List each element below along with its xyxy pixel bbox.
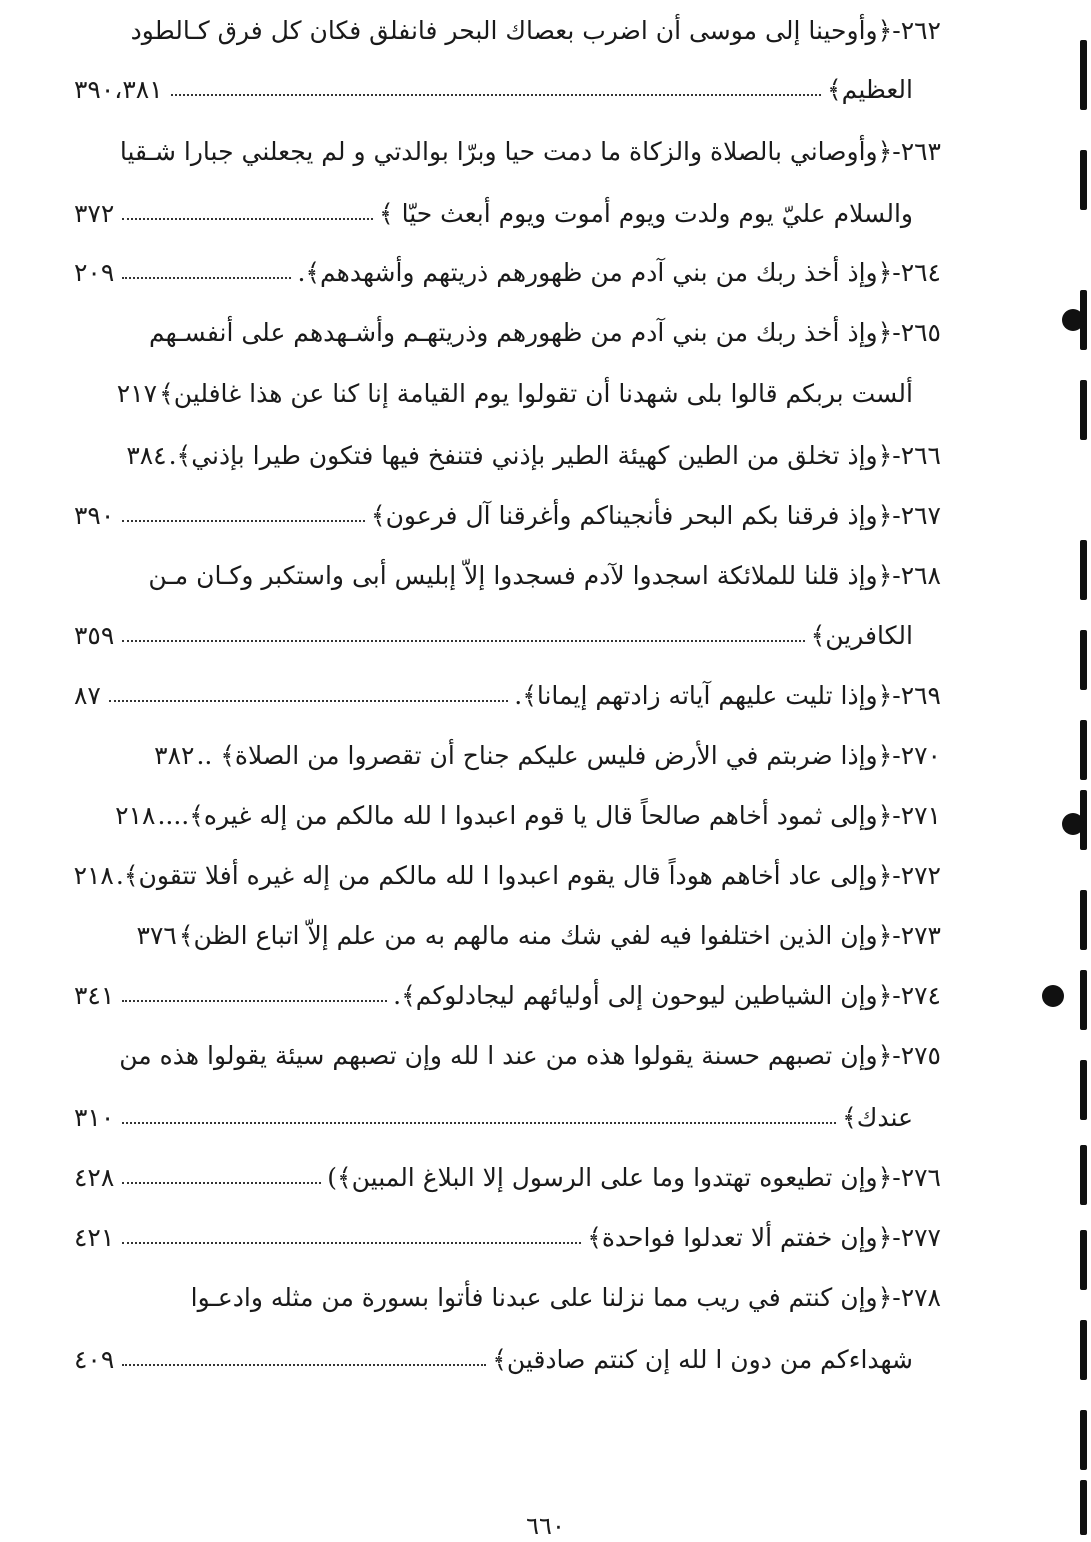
entry-page-ref: ٣٥٩ bbox=[74, 621, 115, 650]
scan-edge-bar bbox=[1080, 40, 1087, 110]
scan-edge-bar bbox=[1080, 720, 1087, 780]
entry-page-ref: ٣٨٤ bbox=[126, 441, 167, 470]
entry-text: شهداءكم من دون ا لله إن كنتم صادقين﴾ bbox=[492, 1345, 913, 1374]
entry-text: ٢٦٣-﴿وأوصاني بالصلاة والزكاة ما دمت حيا وبرّا بوالدتي و لم يجعلني جبارا شـقيا bbox=[119, 137, 941, 166]
entry-text: ٢٧٤-﴿وإن الشياطين ليوحون إلى أوليائهم ليجادلوكم﴾. bbox=[393, 981, 941, 1010]
index-entry-270 bbox=[74, 728, 941, 784]
dot-leader bbox=[122, 1182, 321, 1184]
entry-page-ref: ٢٠٩ bbox=[74, 258, 115, 287]
index-entry-273 bbox=[74, 908, 941, 964]
index-entry-269 bbox=[74, 668, 941, 724]
entry-text: ٢٦٥-﴿وإذ أخذ ربك من بني آدم من ظهورهم وذريتهـم وأشـهدهم على أنفسـهم bbox=[149, 318, 941, 347]
entry-page-ref: ٤٠٩ bbox=[74, 1345, 115, 1374]
entry-text: ٢٦٨-﴿وإذ قلنا للملائكة اسجدوا لآدم فسجدوا إلاّ إبليس أبى واستكبر وكـان مـن bbox=[148, 561, 941, 590]
index-entry-266 bbox=[74, 428, 941, 484]
entry-page-ref: ٤٢١ bbox=[74, 1223, 115, 1252]
index-entry-263-cont bbox=[74, 186, 913, 242]
index-entry-275 bbox=[74, 1028, 941, 1084]
binder-hole-mark bbox=[1062, 813, 1084, 835]
entry-text: ٢٧٦-﴿وإن تطيعوه تهتدوا وما على الرسول إلا البلاغ المبين﴾) bbox=[327, 1163, 941, 1192]
entry-page-ref: ٣٤١ bbox=[74, 981, 115, 1010]
entry-page-ref: ٣١٠ bbox=[74, 1103, 115, 1132]
index-entry-274 bbox=[74, 968, 941, 1024]
index-entry-277 bbox=[74, 1210, 941, 1266]
dot-leader bbox=[122, 1000, 387, 1002]
entry-page-ref: ٨٧ bbox=[74, 681, 101, 710]
index-entry-262-cont bbox=[74, 62, 913, 118]
scan-edge-bar bbox=[1080, 1145, 1087, 1205]
scan-edge-bar bbox=[1080, 150, 1087, 210]
entry-text: ٢٧٥-﴿وإن تصبهم حسنة يقولوا هذه من عند ا لله وإن تصبهم سيئة يقولوا هذه من bbox=[119, 1041, 941, 1070]
scan-edge-bar bbox=[1080, 1410, 1087, 1470]
dot-leader bbox=[122, 1122, 836, 1124]
entry-text: ٢٦٦-﴿وإذ تخلق من الطين كهيئة الطير بإذني فتنفخ فيها فتكون طيرا بإذني﴾. bbox=[168, 441, 941, 470]
entry-text: ٢٧١-﴿وإلى ثمود أخاهم صالحاً قال يا قوم اعبدوا ا لله مالكم من إله غيره﴾.... bbox=[157, 801, 941, 830]
entry-text: ٢٧٠-﴿وإذا ضربتم في الأرض فليس عليكم جناح أن تقصروا من الصلاة﴾ .. bbox=[196, 741, 941, 770]
scan-edge-bar bbox=[1080, 1320, 1087, 1380]
entry-page-ref: ٤٢٨ bbox=[74, 1163, 115, 1192]
entry-text: ٢٧٧-﴿وإن خفتم ألا تعدلوا فواحدة﴾ bbox=[587, 1223, 941, 1252]
binder-hole-mark bbox=[1062, 309, 1084, 331]
index-entry-278-cont bbox=[74, 1332, 913, 1388]
dot-leader bbox=[122, 520, 365, 522]
scan-edge-bar bbox=[1080, 970, 1087, 1030]
entry-text: ٢٦٧-﴿وإذ فرقنا بكم البحر فأنجيناكم وأغرقنا آل فرعون﴾ bbox=[370, 501, 941, 530]
index-entry-263 bbox=[74, 124, 941, 180]
scan-edge-bar bbox=[1080, 890, 1087, 950]
entry-page-ref: ٣٨٢ bbox=[154, 741, 195, 770]
entry-page-ref: ٣٩٠ bbox=[74, 501, 115, 530]
index-entry-278 bbox=[74, 1270, 941, 1326]
entry-text: ٢٦٩-﴿وإذا تليت عليهم آياته زادتهم إيمانا﴾. bbox=[514, 681, 941, 710]
scan-edge-bar bbox=[1080, 630, 1087, 690]
scan-edge-bar bbox=[1080, 1060, 1087, 1120]
entry-text: ٢٦٢-﴿وأوحينا إلى موسى أن اضرب بعصاك البحر فانفلق فكان كل فرق كـالطود bbox=[130, 16, 941, 45]
entry-text: الكافرين﴾ bbox=[810, 621, 913, 650]
index-entry-271 bbox=[74, 788, 941, 844]
dot-leader bbox=[122, 277, 291, 279]
index-entry-268-cont bbox=[74, 608, 913, 664]
scan-edge-bar bbox=[1080, 1480, 1087, 1535]
index-entry-275-cont bbox=[74, 1090, 913, 1146]
index-entry-276 bbox=[74, 1150, 941, 1206]
index-entry-265-cont bbox=[74, 366, 913, 422]
entry-page-ref: ٣٧٦ bbox=[136, 921, 177, 950]
index-entry-272 bbox=[14, 848, 941, 904]
entry-page-ref: ٢١٨ bbox=[115, 801, 156, 830]
entry-page-ref: ٢١٧ bbox=[116, 379, 158, 408]
entry-text: العظيم﴾ bbox=[827, 75, 913, 104]
dot-leader bbox=[109, 700, 508, 702]
index-entry-268 bbox=[74, 548, 941, 604]
entry-page-ref: ٣٧٢ bbox=[74, 199, 115, 228]
index-entry-267 bbox=[74, 488, 941, 544]
entry-text: عندك﴾ bbox=[842, 1103, 913, 1132]
dot-leader bbox=[122, 1242, 581, 1244]
dot-leader bbox=[122, 640, 804, 642]
entry-text: ٢٧٢-﴿وإلى عاد أخاهم هوداً قال يقوم اعبدوا ا لله مالكم من إله غيره أفلا تتقون﴾. bbox=[115, 861, 941, 890]
index-entry-262 bbox=[74, 3, 941, 59]
entry-page-ref: ٢١٨ bbox=[73, 861, 114, 890]
dot-leader bbox=[122, 1364, 486, 1366]
index-entry-265 bbox=[74, 305, 941, 361]
entry-text: ٢٦٤-﴿وإذ أخذ ربك من بني آدم من ظهورهم ذريتهم وأشهدهم﴾. bbox=[297, 258, 941, 287]
dot-leader bbox=[171, 94, 821, 96]
scan-edge-bar bbox=[1080, 380, 1087, 440]
binder-hole-mark bbox=[1042, 985, 1064, 1007]
index-entry-264 bbox=[74, 245, 941, 301]
entry-page-ref: ٣٩٠،٣٨١ bbox=[74, 75, 163, 104]
page-number: ٦٦٠ bbox=[526, 1512, 565, 1540]
entry-text: والسلام عليّ يوم ولدت ويوم أموت ويوم أبعث حيّا ﴾ bbox=[379, 199, 913, 228]
dot-leader bbox=[122, 218, 373, 220]
entry-text: ٢٧٣-﴿وإن الذين اختلفوا فيه لفي شك منه مالهم به من علم إلاّ اتباع الظن﴾ bbox=[178, 921, 941, 950]
scan-edge-bar bbox=[1080, 540, 1087, 600]
scan-edge-bar bbox=[1080, 1230, 1087, 1290]
entry-text: ٢٧٨-﴿وإن كنتم في ريب مما نزلنا على عبدنا فأتوا بسورة من مثله وادعـوا bbox=[190, 1283, 941, 1312]
entry-text: ألست بربكم قالوا بلى شهدنا أن تقولوا يوم القيامة إنا كنا عن هذا غافلين﴾ bbox=[159, 379, 913, 408]
